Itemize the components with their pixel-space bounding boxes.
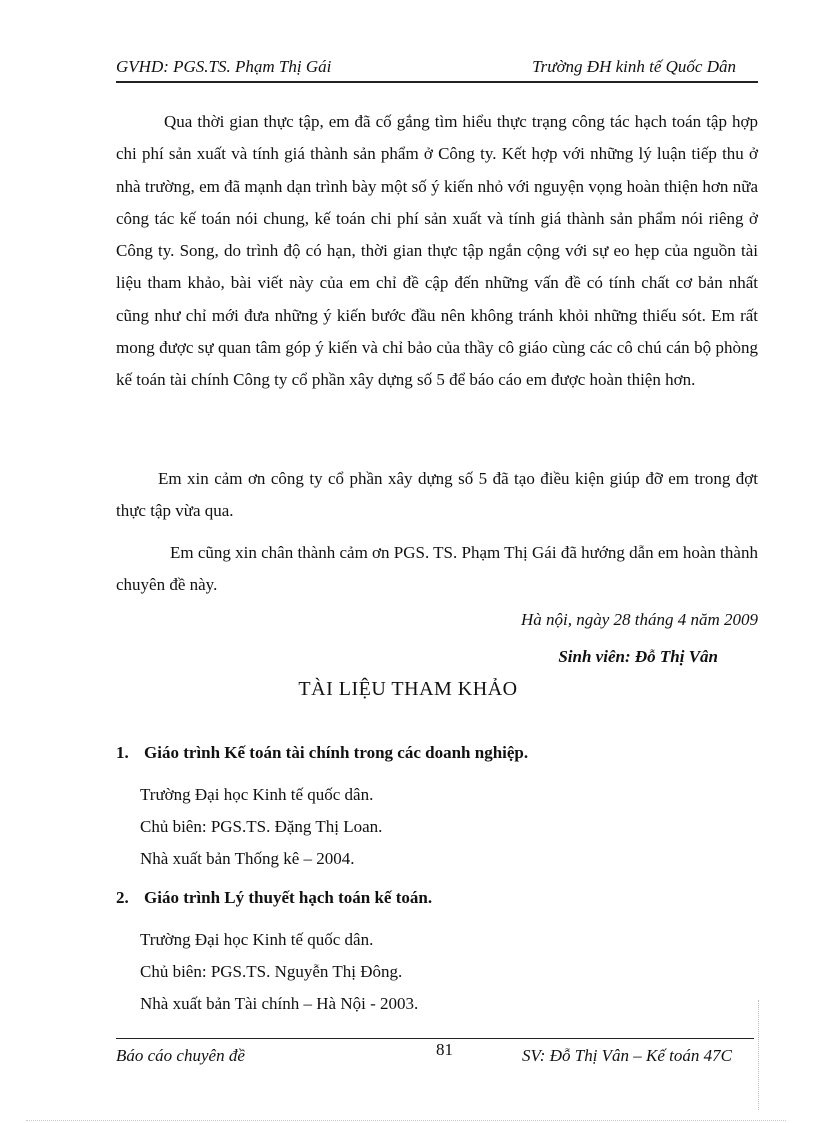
reference-item-2-title bbox=[116, 888, 432, 908]
reference-title: Giáo trình Lý thuyết hạch toán kế toán. bbox=[144, 888, 433, 907]
reference-line: Trường Đại học Kinh tế quốc dân. bbox=[140, 785, 374, 804]
student-signature: Sinh viên: Đỗ Thị Vân bbox=[558, 647, 718, 666]
reference-line: Chủ biên: PGS.TS. Đặng Thị Loan. bbox=[140, 817, 383, 836]
footer-student: SV: Đỗ Thị Vân – Kế toán 47C bbox=[522, 1046, 732, 1065]
reference-line: Trường Đại học Kinh tế quốc dân. bbox=[140, 930, 374, 949]
paragraph-conclusion: Qua thời gian thực tập, em đã cố gắng tìm hiểu thực trạng công tác hạch toán tập hợp chi phí sản xuất và tính giá thành sản phẩm ở Công ty. Kết hợp với những lý luận tiếp thu ở nhà trường, em đã mạnh dạn trình bày một số ý kiến nhỏ với nguyện vọng hoàn thiện hơn nữa công tác kế toán nói chung, kế toán chi phí sản xuất và tính giá thành sản phẩm nói riêng ở Công ty. Song, do trình độ có hạn, thời gian thực tập ngắn cộng với sự eo hẹp của nguồn tài liệu tham khảo, bài viết này của em chỉ đề cập đến những vấn đề có tính chất cơ bản nhất cũng như chỉ mới đưa những ý kiến bước đầu nên không tránh khỏi những thiếu sót. Em rất mong được sự quan tâm góp ý kiến và chỉ bảo của thầy cô giáo cùng các cô chú cán bộ phòng kế toán tài chính Công ty cổ phần xây dựng số 5 để báo cáo em được hoàn thiện hơn. bbox=[116, 112, 758, 390]
paragraph-thanks-advisor: Em cũng xin chân thành cảm ơn PGS. TS. Phạm Thị Gái đã hướng dẫn em hoàn thành chuyên đề này. bbox=[116, 543, 758, 595]
reference-number: 1. bbox=[116, 743, 129, 762]
page-footer bbox=[116, 1038, 758, 1072]
reference-line: Nhà xuất bản Tài chính – Hà Nội - 2003. bbox=[140, 994, 419, 1013]
paragraph-thanks-company: Em xin cảm ơn công ty cổ phần xây dựng số 5 đã tạo điều kiện giúp đỡ em trong đợt thực tập vừa qua. bbox=[116, 469, 758, 521]
reference-item-1-title bbox=[116, 743, 528, 763]
reference-line: Chủ biên: PGS.TS. Nguyễn Thị Đông. bbox=[140, 962, 403, 981]
page-border-bottom bbox=[26, 1120, 786, 1122]
references-title: TÀI LIỆU THAM KHẢO bbox=[298, 678, 518, 700]
header-university: Trường ĐH kinh tế Quốc Dân bbox=[532, 57, 736, 76]
date-line: Hà nội, ngày 28 tháng 4 năm 2009 bbox=[520, 610, 758, 629]
reference-number: 2. bbox=[116, 888, 129, 907]
footer-report-label: Báo cáo chuyên đề bbox=[116, 1046, 245, 1065]
page-border-right bbox=[758, 1000, 760, 1110]
reference-title: Giáo trình Kế toán tài chính trong các doanh nghiệp. bbox=[144, 743, 529, 762]
footer-divider bbox=[116, 1038, 754, 1039]
header-advisor: GVHD: PGS.TS. Phạm Thị Gái bbox=[116, 57, 332, 76]
reference-line: Nhà xuất bản Thống kê – 2004. bbox=[140, 849, 355, 868]
page-number: 81 bbox=[436, 1040, 453, 1059]
page-header bbox=[116, 55, 758, 83]
header-divider bbox=[116, 81, 758, 83]
